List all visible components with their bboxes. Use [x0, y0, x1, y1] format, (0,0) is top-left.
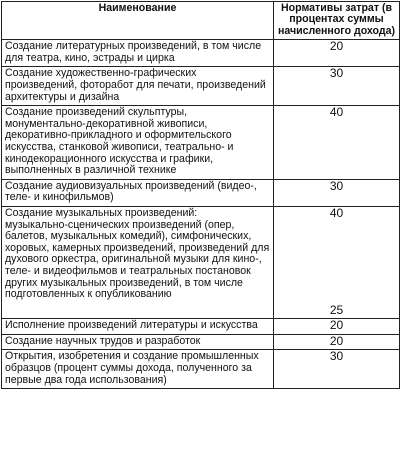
header-name: Наименование — [2, 2, 274, 40]
row-value: 20 — [274, 319, 400, 335]
table-row — [2, 106, 400, 180]
table-header-row — [2, 2, 400, 40]
table-row-music — [2, 206, 400, 318]
music-value-2: 25 — [329, 302, 344, 317]
row-value: 30 — [274, 350, 400, 389]
row-name: Создание художественно-графических произведений, фоторабот для печати, произведений архитектуры и дизайна — [2, 67, 274, 106]
row-name: Создание произведений скульптуры, монументально-декоративной живописи, декоративно-прикладного и оформительского искусства, станковой живописи, театрально- и кинодекорационного искусства и графики, выполненных в различной технике — [2, 106, 274, 180]
row-value: 40 — [274, 106, 400, 180]
row-name: Исполнение произведений литературы и искусства — [2, 319, 274, 335]
row-value: 20 — [274, 334, 400, 350]
music-value-1: 40 — [329, 205, 344, 220]
music-sub-2: других музыкальных произведений, в том числе подготовленных к опубликованию — [5, 276, 243, 301]
row-value: 30 — [274, 67, 400, 106]
table-row — [2, 350, 400, 389]
row-name: Создание литературных произведений, в том числе для театра, кино, эстрады и цирка — [2, 40, 274, 67]
table-row — [2, 40, 400, 67]
header-norm: Нормативы затрат (в процентах суммы начисленного дохода) — [274, 2, 400, 40]
row-name: Открытия, изобретения и создание промышленных образцов (процент суммы дохода, полученного за первые два года использования) — [2, 350, 274, 389]
spacer — [277, 220, 396, 305]
row-value: 30 — [274, 179, 400, 206]
row-value-music — [274, 206, 400, 318]
row-name: Создание аудиовизуальных произведений (видео-, теле- и кинофильмов) — [2, 179, 274, 206]
row-name: Создание научных трудов и разработок — [2, 334, 274, 350]
music-sub-1: музыкально-сценических произведений (опер, балетов, музыкальных комедий), симфонических, хоровых, камерных произведений, произведений для духового оркестра, оригинальной музыки для кино-, теле- и видеофильмов и театральных постановок — [5, 218, 270, 277]
row-name-music — [2, 206, 274, 318]
table-row — [2, 319, 400, 335]
table-row — [2, 334, 400, 350]
table-row — [2, 67, 400, 106]
norms-table — [1, 1, 400, 389]
row-value: 20 — [274, 40, 400, 67]
music-heading: Создание музыкальных произведений: — [5, 206, 198, 219]
table-row — [2, 179, 400, 206]
